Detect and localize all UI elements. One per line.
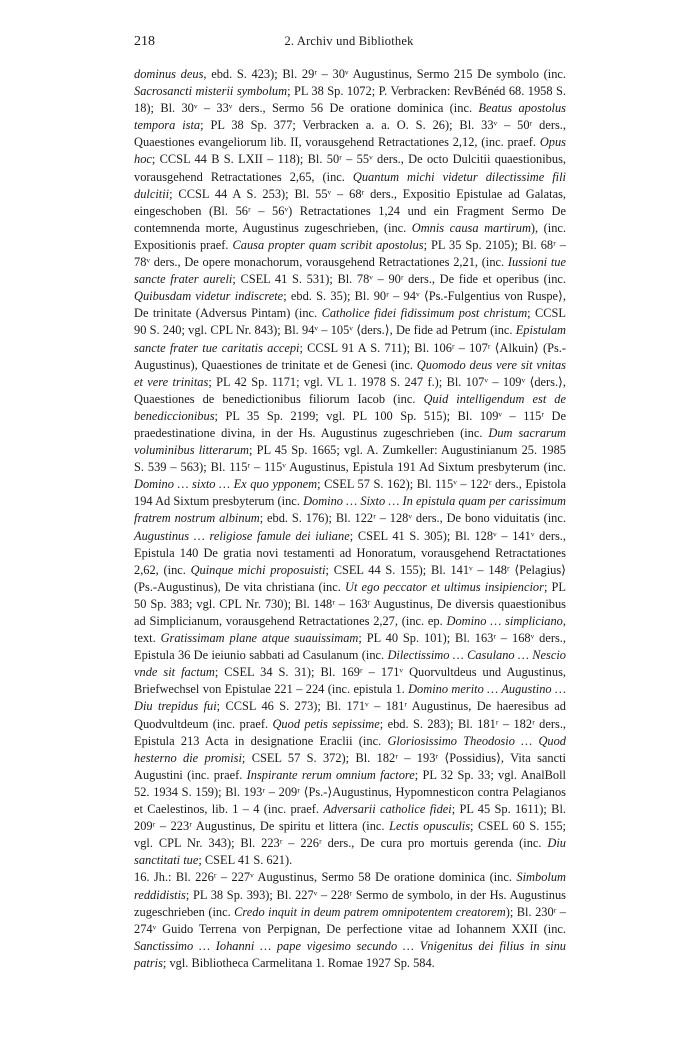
text-segment: ; CCSL 44 B S. LXII – 118); Bl. 50ʳ – 55ᵛ ders., De octo Dulcitii quaestionibus, vorausgehend Retractationes 2,65, (inc. [134, 152, 566, 184]
text-segment: ; CSEL 44 S. 155); Bl. 141ᵛ – 148ʳ ⟨Pelagius⟩ (Ps.-Augustinus), De vita christiana (inc. [134, 562, 566, 594]
text-segment: ; PL 38 Sp. 393); Bl. 227ᵛ – 228ʳ Sermo de symbolo, in der Hs. Augustinus zugeschrieben (inc. [134, 887, 566, 919]
incipit-text: Quantum michi videtur dilectissime fili dulcitii [134, 169, 566, 201]
incipit-text: Domino … sixto … Ex quo ypponem [134, 477, 318, 492]
text-segment: ; CCSL 44 A S. 253); Bl. 55ᵛ – 68ʳ ders., Expositio Epistulae ad Galatas, eingeschoben (Bl. 56ʳ – 56ᵛ) Retractationes 1,24 und ein Fragment Sermo De contemnenda morte, Augustinus zugeschrieben, (inc. [134, 186, 566, 235]
incipit-text: Domino … simpliciano [446, 614, 563, 628]
incipit-text: Epistulam sancte frater tue caritatis accepi [134, 323, 566, 355]
incipit-text: Inspirante rerum omnium factore [246, 767, 415, 782]
text-segment: ; PL 45 Sp. 1611); Bl. 209ʳ – 223ʳ Augustinus, De spiritu et littera (inc. [134, 802, 566, 834]
incipit-text: Beatus apostolus tempora ista [134, 101, 566, 133]
text-segment: ; PL 42 Sp. 1171; vgl. VL 1. 1978 S. 247 f.); Bl. 107ᵛ – 109ᵛ ⟨ders.⟩, Quaestiones de benedictionibus filiorum Iacob (inc. [134, 374, 566, 406]
incipit-text: Dum sacrarum voluminibus litterarum [134, 425, 566, 458]
text-segment: ; CCSL 90 S. 240; vgl. CPL Nr. 843); Bl. 94ᵛ – 105ᵛ ⟨ders.⟩, De fide ad Petrum (inc. [134, 306, 566, 338]
text-segment: ; PL 45 Sp. 1665; vgl. A. Zumkeller: Augustinianum 25. 1985 S. 539 – 563); Bl. 115ʳ – 115ᵛ Augustinus, Epistula 191 Ad Sixtum presbyterum (inc. [134, 443, 566, 475]
text-segment: ; PL 35 Sp. 2105); Bl. 68ʳ – 78ᵛ ders., De opere monachorum, vorausgehend Retractationes 2,21, (inc. [134, 237, 566, 270]
paragraph [134, 66, 566, 869]
text-segment: ; PL 32 Sp. 33; vgl. AnalBoll 52. 1934 S. 159); Bl. 193ʳ – 209ʳ ⟨Ps.-⟩Augustinus, Hypomnesticon contra Pelagianos et Caelestinos, lib. 1 – 4 (inc. praef. [134, 767, 566, 817]
text-segment: ; CSEL 41 S. 531); Bl. 78ᵛ – 90ʳ ders., De fide et operibus (inc. [232, 272, 566, 287]
incipit-text: Credo inquit in deum patrem omnipotentem creatorem [234, 904, 506, 919]
page-header [134, 34, 564, 54]
incipit-text: Gratissimam plane atque suauissimam [160, 631, 359, 646]
incipit-text: Gloriosissimo Theodosio … Quod hesterno die promisi [134, 733, 566, 765]
text-segment: ; PL 38 Sp. 377; Verbracken a. a. O. S. 26); Bl. 33ᵛ – 50ʳ ders., Quaestiones evangeliorum lib. II, vorausgehend Retractationes 2,12, (inc. praef. [134, 118, 566, 150]
text-segment: ; PL 35 Sp. 2199; vgl. PL 100 Sp. 515); Bl. 109ᵛ – 115ʳ De praedestinatione divina, in der Hs. Augustinus zugeschrieben (inc. [134, 408, 566, 440]
text-segment: ; CSEL 57 S. 372); Bl. 182ʳ – 193ʳ ⟨Possidius⟩, Vita sancti Augustini (inc. praef. [134, 750, 566, 782]
incipit-text: Augustinus … religiose famule dei iuliane [134, 528, 350, 543]
incipit-text: Dilectissimo … Casulano … Nescio vnde sit factum [134, 648, 567, 680]
text-segment: ; ebd. S. 283); Bl. 181ʳ – 182ʳ ders., Epistula 213 Acta in designatione Eraclii (inc. [134, 716, 567, 748]
text-segment: 16. Jh.: Bl. 226ʳ – 227ᵛ Augustinus, Sermo 58 De oratione dominica (inc. [134, 870, 517, 885]
incipit-text: Quid intelligendum est de benediccionibus [134, 391, 566, 423]
text-segment: ; ebd. S. 176); Bl. 122ʳ – 128ᵛ ders., De bono viduitatis (inc. [259, 511, 566, 526]
paragraph [134, 869, 566, 972]
incipit-text: Causa propter quam scribit apostolus [232, 237, 424, 252]
text-segment: ; CSEL 60 S. 155; vgl. CPL Nr. 343); Bl. 223ʳ – 226ʳ ders., De cura pro mortuis gerenda (inc. [134, 819, 567, 851]
incipit-text: Quinque michi proposuisti [190, 562, 326, 577]
text-segment: ; CSEL 57 S. 162); Bl. 115ᵛ – 122ʳ ders., Epistola 194 Ad Sixtum presbyterum (inc. [134, 477, 566, 509]
incipit-text: Iussioni tue sancte frater aureli [134, 255, 566, 287]
text-segment: ; CSEL 41 S. 621). [198, 853, 293, 868]
incipit-text: Catholice fidei fidissimum post christum [321, 306, 528, 321]
incipit-text: Domino … Sixto … In epistula quam per carissimum fratrem nostrum albinum [134, 494, 566, 526]
text-segment: , text. [134, 614, 566, 646]
incipit-text: Quomodo deus vere sit vnitas et vere trinitas [134, 357, 567, 389]
running-title: 2. Archiv und Bibliothek [284, 34, 414, 48]
text-segment: ; PL 40 Sp. 101); Bl. 163ʳ – 168ᵛ ders., Epistula 36 De ieiunio sabbati ad Casulanum (inc. [134, 631, 566, 663]
incipit-text: Lectis opusculis [389, 819, 471, 834]
incipit-text: Opus hoc [134, 135, 566, 167]
incipit-text: Ut ego peccator et ultimus insipiencior [345, 579, 544, 594]
body-text [134, 66, 566, 972]
incipit-text: Sacrosancti misterii symbolum [134, 84, 288, 99]
incipit-text: Adversarii catholice fidei [323, 802, 452, 817]
text-segment: ), (inc. Expositionis praef. [134, 220, 566, 252]
incipit-text: Quod petis sepissime [272, 716, 380, 731]
text-segment: ; PL 38 Sp. 1072; P. Verbracken: RevBénéd 68. 1958 S. 18); Bl. 30ᵛ – 33ᵛ ders., Sermo 56 De oratione dominica (inc. [134, 84, 566, 116]
text-segment: ; PL 50 Sp. 383; vgl. CPL Nr. 730); Bl. 148ʳ – 163ʳ Augustinus, De diversis quaestionibus ad Simplicianum, vorausgehend Retractationes 2,27, (inc. ep. [134, 579, 566, 628]
text-segment: ; CCSL 91 A S. 711); Bl. 106ʳ – 107ʳ ⟨Alkuin⟩ (Ps.-Augustinus), Quaestiones de trinitate et de Genesi (inc. [134, 340, 567, 372]
incipit-text: Simbolum reddidistis [134, 870, 566, 902]
incipit-text: Omnis causa martirum [411, 220, 531, 235]
text-segment: ; CCSL 46 S. 273); Bl. 171ᵛ – 181ʳ Augustinus, De haeresibus ad Quodvultdeum (inc. praef. [134, 699, 566, 731]
incipit-text: Domino merito … Augustino … Diu trepidus fui [134, 682, 566, 714]
text-segment: ; ebd. S. 35); Bl. 90ʳ – 94ᵛ ⟨Ps.-Fulgentius von Ruspe⟩, De trinitate (Adversus Pintam) (inc. [134, 289, 566, 321]
text-segment: , ebd. S. 423); Bl. 29ʳ – 30ᵛ Augustinus, Sermo 215 De symbolo (inc. [203, 67, 566, 81]
text-segment: ); Bl. 230ʳ – 274ᵛ Guido Terrena von Perpignan, De perfectione vitae ad Iohannem XXII (inc. [134, 904, 567, 936]
text-segment: ; CSEL 34 S. 31); Bl. 169ʳ – 171ᵛ Quorvultdeus und Augustinus, Briefwechsel von Epistulae 221 – 224 (inc. epistula 1. [134, 665, 566, 697]
text-segment: ; vgl. Bibliotheca Carmelitana 1. Romae 1927 Sp. 584. [162, 955, 435, 970]
incipit-text: Quibusdam videtur indiscrete [134, 289, 284, 304]
text-segment: ; CSEL 41 S. 305); Bl. 128ᵛ – 141ᵛ ders., Epistula 140 De gratia novi testamenti ad Honoratum, vorausgehend Retractationes 2,62, (inc. [134, 528, 566, 577]
incipit-text: Diu sanctitati tue [134, 836, 566, 868]
page-number: 218 [134, 34, 155, 49]
incipit-text: dominus deus [134, 67, 204, 81]
incipit-text: Sanctissimo … Iohanni … pape vigesimo secundo … Vnigenitus dei filius in sinu patris [134, 938, 566, 970]
